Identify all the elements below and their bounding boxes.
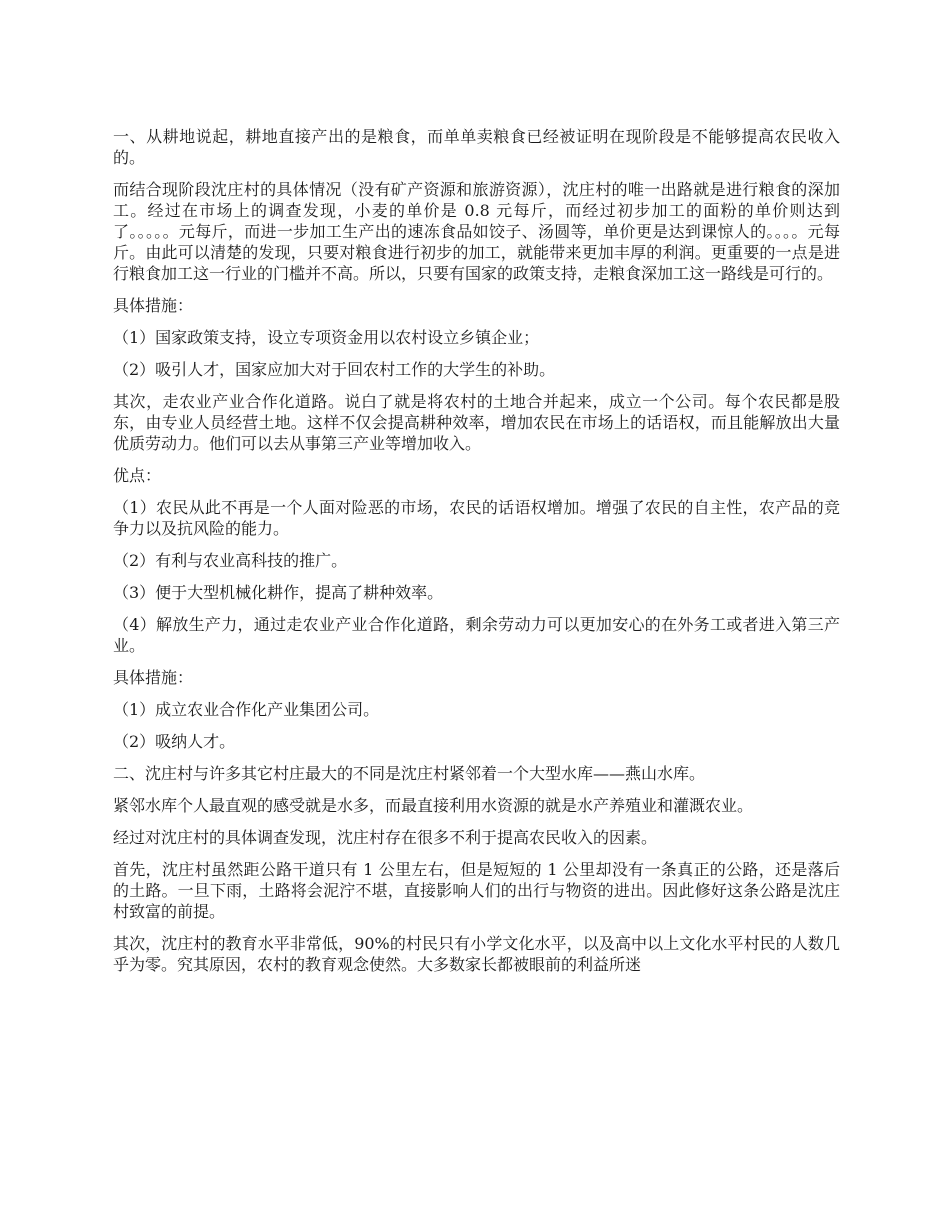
paragraph-farmland-intro: 一、从耕地说起，耕地直接产出的是粮食，而单单卖粮食已经被证明在现阶段是不能够提高农民收入的。	[113, 127, 840, 167]
paragraph-survey-findings: 经过对沈庄村的具体调查发现，沈庄村存在很多不利于提高农民收入的因素。	[113, 828, 658, 847]
paragraph-measures-heading-2: 具体措施：	[113, 668, 194, 687]
paragraph-cooperative: 其次，走农业产业合作化道路。说白了就是将农村的土地合并起来，成立一个公司。每个农民都是股东，由专业人员经营土地。这样不仅会提高耕种效率，增加农民在市场上的话语权，而且能解放出大量优质劳动力。他们可以去从事第三产业等增加收入。	[113, 392, 840, 453]
paragraph-measure-2: （2）吸引人才，国家应加大对于回农村工作的大学生的补助。	[113, 360, 556, 379]
document-page	[113, 126, 840, 986]
paragraph-measure-1: （1）国家政策支持，设立专项资金用以农村设立乡镇企业；	[113, 328, 540, 347]
paragraph-grain-processing: 而结合现阶段沈庄村的具体情况（没有矿产资源和旅游资源），沈庄村的唯一出路就是进行粮食的深加工。经过在市场上的调查发现，小麦的单价是 0.8 元每斤，而经过初步加工的面粉的单价则达到了。。。。。元每斤，而进一步加工生产出的速冻食品如饺子、汤圆等，单价更是达到课惊人的。。。。元每斤。由此可以清楚的发现，只要对粮食进行初步的加工，就能带来更加丰厚的利润。更重要的一点是进行粮食加工这一行业的门槛并不高。所以，只要有国家的政策支持，走粮食深加工这一路线是可行的。	[113, 180, 840, 283]
paragraph-reservoir-intro: 二、沈庄村与许多其它村庄最大的不同是沈庄村紧邻着一个大型水库——燕山水库。	[113, 764, 706, 783]
paragraph-water-resources: 紧邻水库个人最直观的感受就是水多，而最直接利用水资源的就是水产养殖业和灌溉农业。	[113, 796, 754, 815]
paragraph-advantages-heading: 优点：	[113, 466, 162, 485]
paragraph-measures-heading: 具体措施：	[113, 296, 194, 315]
paragraph-road-issue: 首先，沈庄村虽然距公路干道只有 1 公里左右，但是短短的 1 公里却没有一条真正的公路，还是落后的土路。一旦下雨，土路将会泥泞不堪，直接影响人们的出行与物资的进出。因此修好这条公路是沈庄村致富的前提。	[113, 860, 840, 921]
paragraph-advantage-3: （3）便于大型机械化耕作，提高了耕种效率。	[113, 583, 444, 602]
paragraph-advantage-1: （1）农民从此不再是一个人面对险恶的市场，农民的话语权增加。增强了农民的自主性，农产品的竞争力以及抗风险的能力。	[113, 498, 840, 538]
paragraph-education-issue: 其次，沈庄村的教育水平非常低，90%的村民只有小学文化水平，以及高中以上文化水平村民的人数几乎为零。究其原因，农村的教育观念使然。大多数家长都被眼前的利益所迷	[113, 934, 840, 974]
paragraph-advantage-4: （4）解放生产力，通过走农业产业合作化道路，剩余劳动力可以更加安心的在外务工或者进入第三产业。	[113, 615, 840, 655]
paragraph-measure-2-1: （1）成立农业合作化产业集团公司。	[113, 700, 380, 719]
paragraph-measure-2-2: （2）吸纳人才。	[113, 732, 236, 751]
paragraph-advantage-2: （2）有利与农业高科技的推广。	[113, 551, 348, 570]
